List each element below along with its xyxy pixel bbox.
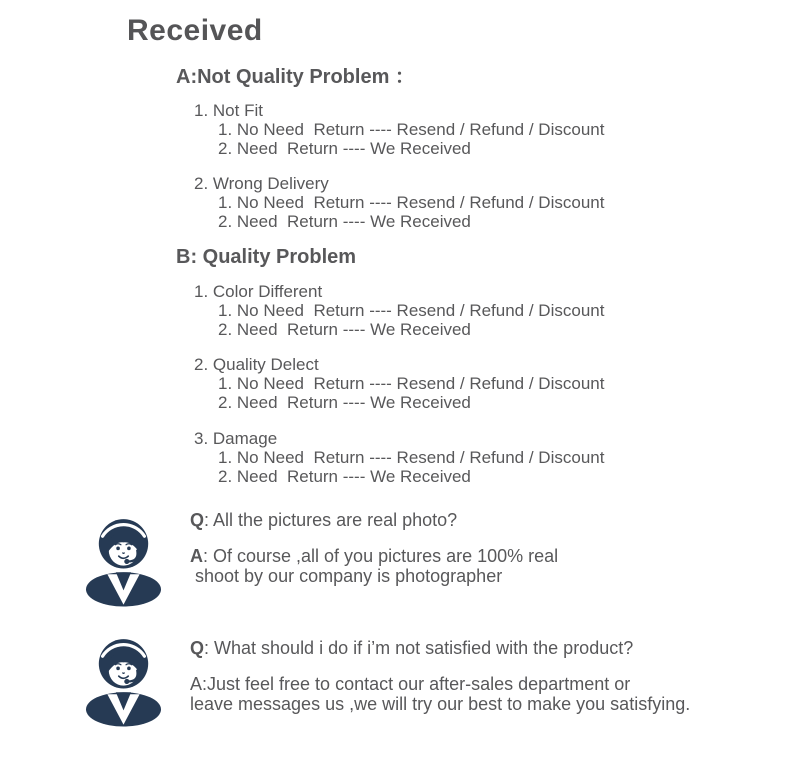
list-item-damage [0,429,800,486]
subitem-line: 2. Need Return ---- We Received [218,139,471,158]
subitem-line: 1. No Need Return ---- Resend / Refund / Discount [218,193,605,212]
question-text: : What should i do if i’m not satisfied with the product? [204,638,634,658]
subitem-line: 2. Need Return ---- We Received [218,467,471,486]
page-title: Received [127,14,263,47]
item-label: 1. Not Fit [194,101,263,120]
faq-answer [190,675,690,714]
answer-line2: leave messages us ,we will try our best to make you satisfying. [190,693,691,714]
answer-line1: : Of course ,all of you pictures are 100% real [203,546,559,566]
answer-line1: A:Just feel free to contact our after-sales department or [190,674,631,694]
faq-answer [190,547,558,586]
item-label: 1. Color Different [194,282,323,301]
section-quality-problem [0,246,800,486]
list-item-wrong-delivery [0,174,800,231]
faq-block-not-satisfied [76,630,800,728]
subitem-line: 1. No Need Return ---- Resend / Refund / Discount [218,374,605,393]
faq-block-real-photo [76,510,800,608]
item-label: 2. Wrong Delivery [194,174,329,193]
item-label: 3. Damage [194,429,278,448]
question-prefix: Q [190,510,205,530]
question-text: : All the pictures are real photo? [204,510,458,530]
subitem-line: 2. Need Return ---- We Received [218,393,471,412]
customer-service-avatar-icon [76,630,171,728]
subitem-line: 1. No Need Return ---- Resend / Refund / Discount [218,120,605,139]
section-b-heading: B: Quality Problem [176,246,357,268]
subitem-line: 1. No Need Return ---- Resend / Refund / Discount [218,301,605,320]
subitem-line: 2. Need Return ---- We Received [218,320,471,339]
faq-question [190,510,558,530]
list-item-quality-delect [0,355,800,412]
faq-text [190,630,690,728]
section-a-heading: A:Not Quality Problem ： [176,66,415,88]
question-prefix: Q [190,638,205,658]
customer-service-avatar-icon [76,510,171,608]
answer-line2: shoot by our company is photographer [190,565,503,586]
list-item-color-different [0,282,800,339]
section-not-quality-problem [0,66,800,231]
faq-question [190,638,690,658]
subitem-line: 2. Need Return ---- We Received [218,212,471,231]
faq-text [190,510,558,608]
item-label: 2. Quality Delect [194,355,319,374]
list-item-not-fit [0,101,800,158]
answer-prefix: A [190,546,203,566]
subitem-line: 1. No Need Return ---- Resend / Refund / Discount [218,448,605,467]
